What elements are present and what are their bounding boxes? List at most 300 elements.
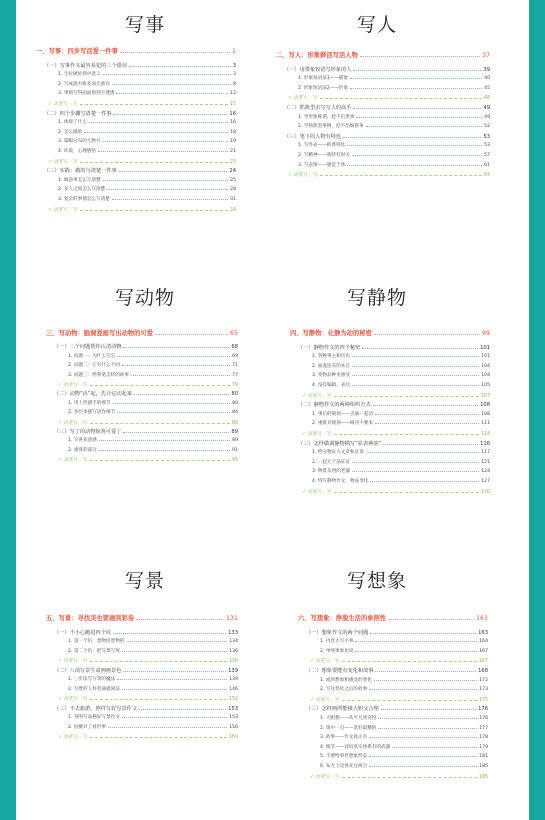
toc-page-number: 104	[481, 373, 490, 379]
toc-entry-title: 3. 事情写得面面俱到不透透	[58, 91, 115, 97]
toc-entry-title: 1. 内容太写小事	[320, 639, 354, 645]
dot-leader	[131, 375, 230, 376]
toc-page-number: 1	[231, 48, 236, 55]
dot-leader	[136, 619, 224, 620]
toc-entry-title: 1. 问题一：为什么写它	[68, 353, 116, 359]
toc-entry-title: 1. 写喜欢意感	[68, 438, 97, 444]
toc-entry-title: 2. 多人之间怎么写清楚	[58, 187, 106, 193]
toc-page-number: 185	[479, 764, 488, 769]
toc-chapter	[46, 613, 238, 622]
toc-chapter	[298, 613, 488, 622]
toc-item	[68, 400, 238, 406]
toc-page-number: 160	[228, 735, 238, 740]
toc-entry-title: ✓ 动笔写一写	[58, 420, 88, 426]
dot-leader	[375, 423, 479, 424]
toc-section	[284, 66, 490, 73]
toc-item	[312, 372, 490, 378]
toc-page-number: 48	[483, 96, 490, 102]
toc-page-number: 49	[484, 114, 490, 120]
dot-leader	[352, 356, 479, 357]
toc-item	[68, 447, 238, 453]
toc-page-number: 124	[481, 469, 490, 475]
toc-page-number: 80	[232, 400, 238, 406]
toc-section	[284, 104, 490, 111]
toc-entry-title: ✓ 动笔写一写	[310, 774, 340, 780]
toc-page-number: 34	[229, 207, 236, 213]
section-title: 写事	[124, 14, 165, 36]
toc-exercise	[302, 392, 490, 399]
toc-page-number: 178	[479, 735, 488, 741]
toc-page-number: 89	[231, 429, 238, 435]
toc-item	[298, 152, 490, 158]
toc-entry-title: 4. 细节——详诉真实体系有的武器	[320, 744, 391, 750]
toc-entry-title: 2. 问题二：它有什么不同	[68, 363, 120, 369]
toc-page-number: 173	[479, 687, 488, 693]
toc-entry-title: 1. 第一个坑：景物同景物的	[68, 639, 125, 644]
dot-leader	[80, 104, 228, 105]
toc-item	[298, 162, 490, 168]
dot-leader	[134, 394, 229, 395]
toc-page-number: 116	[480, 440, 490, 447]
toc-entry-title: ✓ 动笔写一写	[310, 659, 340, 665]
toc-page-number: 16	[229, 110, 236, 117]
toc-item	[58, 71, 236, 77]
toc-item	[298, 142, 490, 148]
toc-item	[298, 85, 490, 91]
toc-page-number: 23	[229, 159, 236, 165]
toc-page-number: 101	[480, 344, 490, 351]
toc-section	[306, 705, 488, 712]
toc-entry-title: （一）不小心跑进四个坑	[54, 629, 112, 636]
toc-exercise	[48, 206, 236, 213]
dot-leader	[122, 365, 230, 366]
toc-entry-title: 2. 感喜的部分	[68, 447, 97, 453]
dot-leader	[370, 633, 476, 634]
dot-leader	[112, 84, 231, 85]
toc-entry-title: （三）不去旅游，照样写好写景作文	[54, 705, 138, 712]
toc-item	[320, 686, 488, 692]
toc-page-number: 28	[230, 187, 236, 193]
dot-leader	[90, 423, 230, 424]
dot-leader	[117, 412, 230, 413]
dot-leader	[103, 180, 229, 181]
dot-leader	[347, 145, 482, 146]
toc-entry-title: ✓ 动笔写一写	[288, 173, 318, 179]
toc-section	[44, 167, 236, 174]
toc-page-number: 91	[232, 447, 238, 453]
dot-leader	[113, 114, 227, 115]
dot-leader	[122, 651, 227, 652]
toc-page-number: 168	[478, 668, 488, 674]
toc-item	[312, 363, 490, 369]
dot-leader	[113, 403, 231, 404]
dot-leader	[117, 679, 227, 680]
dot-leader	[392, 747, 477, 748]
dot-leader	[116, 93, 228, 94]
toc-entry-title: 1. 事后的规划——点滴一起动	[312, 411, 373, 417]
dot-leader	[103, 74, 231, 75]
toc-page-number: 101	[481, 354, 490, 360]
toc-page-number: 111	[481, 421, 490, 427]
toc-page-number: 88	[231, 420, 238, 426]
toc-item	[312, 411, 490, 417]
toc-entry-title: ✓ 动笔写一写	[58, 659, 88, 664]
dot-leader	[374, 334, 480, 335]
toc-page-number: 52	[484, 124, 490, 130]
dot-leader	[320, 175, 482, 176]
toc-entry-title: 1. 或到想象和感受的变化	[320, 677, 372, 683]
toc-item	[320, 638, 488, 644]
dot-leader	[129, 66, 231, 67]
toc-entry-title: （二）想象要能有变化和故事	[306, 668, 374, 674]
dot-leader	[334, 434, 479, 435]
toc-item	[312, 468, 490, 474]
toc-page-number: 176	[478, 706, 488, 713]
toc-page-number: 153	[229, 715, 238, 720]
toc-entry-title: （三）怎样做调静物描写“显表神韵”	[298, 440, 382, 447]
dot-leader	[362, 348, 478, 349]
toc-entry-title: 2. 写成流水账多而无重点	[58, 81, 110, 87]
toc-entry-title: 2. 奥中一点——选好最精的	[320, 725, 377, 731]
toc-item	[298, 114, 490, 120]
toc-entry-title: （二）静物作文的两种组织方式	[298, 402, 371, 409]
toc-page-number: 53	[484, 143, 490, 149]
dot-leader	[113, 633, 226, 634]
toc-item	[298, 123, 490, 129]
toc-entry-title: 二、写人：形象鲜活写活人物	[276, 52, 358, 59]
dot-leader	[90, 661, 227, 662]
toc-item	[312, 478, 490, 484]
toc-page-number: 39	[483, 66, 490, 73]
toc-page-number: 61	[484, 162, 490, 168]
dot-leader	[107, 189, 228, 190]
toc-page-number: 21	[230, 149, 236, 154]
toc-page-number: 131	[225, 615, 238, 622]
toc-entry-title: ✓ 动笔写一写	[302, 393, 332, 399]
toc-entry-title: 1. 大胆想——从平凡到奇特	[320, 716, 377, 721]
toc-section	[284, 133, 490, 140]
toc-page-number: 161	[475, 615, 488, 622]
toc-entry-title: 2. 单纯事象比说	[320, 648, 354, 654]
toc-exercise	[58, 419, 238, 426]
toc-page-number: 105	[481, 383, 490, 388]
dot-leader	[381, 709, 476, 710]
dot-leader	[369, 766, 477, 767]
toc-section	[298, 440, 490, 447]
toc-page-number: 89	[232, 438, 238, 444]
toc-item	[68, 648, 238, 654]
toc-page-number: 18	[230, 129, 236, 135]
toc-page-number: 69	[232, 353, 238, 359]
dot-leader	[320, 98, 482, 99]
toc-page-number: 107	[480, 393, 490, 399]
toc-page-number: 15	[229, 102, 236, 107]
dot-leader	[139, 709, 226, 710]
dot-leader	[122, 717, 227, 718]
dot-leader	[350, 88, 482, 89]
dot-leader	[360, 56, 480, 57]
dot-leader	[89, 122, 228, 123]
toc-item	[320, 763, 488, 769]
dot-leader	[90, 460, 230, 461]
toc-entry-title: （三）怎样画所能极大胆又合理	[306, 706, 379, 713]
dot-leader	[334, 492, 479, 493]
dot-leader	[352, 471, 479, 472]
toc-entry-title: 2. 写景的人样普通就简法	[68, 686, 120, 692]
toc-section	[44, 62, 236, 69]
toc-item	[68, 372, 238, 378]
toc-entry-title: 1. 体现了什么	[58, 120, 87, 126]
toc-entry-title: （一）用带象短语写形象的人	[284, 66, 352, 73]
toc-page-number: 8	[233, 81, 236, 87]
toc-page-number: 68	[231, 344, 238, 351]
toc-page-number: 121	[481, 459, 490, 465]
toc-item	[68, 362, 238, 368]
toc-exercise	[58, 695, 238, 702]
toc-item	[58, 129, 236, 135]
dot-leader	[123, 671, 226, 672]
toc-page-number: 163	[478, 629, 488, 636]
toc-chapter	[46, 328, 238, 337]
toc-page-number: 152	[228, 697, 238, 702]
toc-entry-title: 一、写事：四步写活爱一件事	[36, 48, 118, 55]
dot-leader	[375, 414, 479, 415]
dot-leader	[120, 52, 230, 53]
dot-leader	[388, 619, 474, 620]
toc-item	[58, 90, 236, 96]
toc-page-number: 179	[479, 744, 488, 750]
toc-entry-title: 1. 各种事主和历史	[312, 354, 351, 360]
toc-page-number: 117	[481, 450, 490, 456]
toc-item	[320, 734, 488, 740]
toc-chapter	[276, 50, 490, 59]
toc-entry-title: 4. 环境，心理感悟	[58, 149, 97, 154]
toc-entry-title: 2. 写精神——就特有时关	[298, 153, 350, 158]
toc-exercise	[58, 733, 238, 740]
dot-leader	[119, 171, 228, 172]
toc-entry-title: 1. 身明写品格好写景作文	[68, 715, 120, 720]
toc-item	[312, 382, 490, 388]
dot-leader	[353, 108, 481, 109]
toc-entry-title: ✓ 动笔写一写	[58, 735, 88, 740]
toc-entry-title: 3. 物景东西的老器	[312, 469, 351, 475]
dot-leader	[352, 462, 479, 463]
dot-leader	[370, 481, 479, 482]
toc-exercise	[58, 657, 238, 664]
toc-entry-title: ✓ 动笔写一写	[58, 697, 88, 702]
toc-exercise	[288, 94, 490, 101]
toc-section	[54, 343, 238, 350]
dot-leader	[352, 385, 479, 386]
dot-leader	[350, 78, 482, 79]
dot-leader	[98, 151, 228, 152]
toc-section	[54, 667, 238, 674]
dot-leader	[84, 132, 228, 133]
toc-entry-title: 1. 学形象称谓，挖不出贵事	[298, 114, 355, 120]
dot-leader	[126, 641, 227, 642]
toc-entry-title: ✓ 动笔写一写	[48, 159, 78, 165]
dot-leader	[342, 777, 477, 778]
toc-page-number: 25	[230, 177, 236, 183]
toc-item	[320, 648, 488, 654]
toc-entry-title: 2. 写这变化之后的故事	[320, 687, 368, 693]
toc-section	[306, 667, 488, 674]
toc-item	[312, 449, 490, 455]
toc-item	[68, 676, 238, 682]
section-title: 写景	[124, 570, 165, 592]
toc-section	[306, 629, 488, 636]
toc-entry-title: （一）三个问题帮你认清动物	[54, 344, 122, 351]
toc-entry-title: 2. 第二个坑：把写景写死	[68, 648, 120, 654]
dot-leader	[342, 700, 477, 701]
toc-section	[298, 401, 490, 408]
dot-leader	[369, 756, 477, 757]
toc-page-number: 130	[480, 489, 490, 495]
toc-page-number: 127	[481, 479, 490, 484]
dot-leader	[343, 137, 481, 138]
dot-leader	[108, 727, 227, 728]
toc-item	[312, 459, 490, 465]
toc-item	[68, 638, 238, 644]
dot-leader	[155, 334, 228, 335]
toc-page-number: 181	[479, 754, 488, 760]
toc-entry-title: 5. 不要给事件想象形态	[320, 754, 368, 760]
toc-page-number: 95	[231, 458, 238, 464]
toc-exercise	[302, 430, 490, 437]
toc-item	[298, 75, 490, 81]
toc-entry-title: ✓ 动笔写一写	[48, 207, 78, 213]
section-title: 写静物	[346, 287, 407, 309]
toc-entry-title: 3. 变物品种见感受	[312, 373, 351, 379]
toc-page-number: 24	[229, 168, 236, 175]
dot-leader	[352, 366, 479, 367]
toc-page-number: 153	[228, 705, 238, 712]
toc-page-number: 104	[481, 363, 490, 369]
dot-leader	[369, 689, 477, 690]
toc-entry-title: 3. 篇幅分布的人物方	[58, 139, 101, 145]
dot-leader	[103, 141, 229, 142]
toc-exercise	[310, 773, 488, 780]
section-title: 写人	[356, 14, 397, 36]
dot-leader	[373, 405, 478, 406]
toc-page-number: 185	[478, 774, 488, 780]
toc-page-number: 77	[232, 372, 238, 378]
dot-leader	[356, 117, 482, 118]
toc-entry-title: 1. 写外表——抓典特化	[298, 143, 346, 149]
dot-leader	[90, 699, 227, 700]
toc-section	[54, 705, 238, 712]
toc-item	[320, 677, 488, 683]
toc-page-number: 136	[229, 648, 238, 654]
toc-section	[54, 390, 238, 397]
toc-item	[68, 724, 238, 730]
toc-entry-title: （三）写了的动物惊喜可爱了	[54, 429, 122, 435]
toc-page-number: 139	[228, 667, 238, 674]
toc-entry-title: 三、写动物：脑洞爱画写出动物的可爱	[46, 330, 154, 337]
dot-leader	[355, 641, 477, 642]
toc-page-number: 177	[479, 725, 488, 731]
toc-entry-title: 1. 做前事怎么写清楚	[58, 177, 101, 183]
toc-item	[320, 753, 488, 759]
toc-page-number: 79	[231, 383, 238, 388]
toc-entry-title: 2. 面流连有的本自	[312, 363, 351, 369]
dot-leader	[353, 70, 481, 71]
toc-page-number: 167	[478, 659, 488, 665]
dot-leader	[383, 444, 478, 445]
toc-item	[320, 715, 488, 721]
toc-entry-title: 3. 复杂的事情怎么写清楚	[58, 197, 110, 202]
toc-entry-title: 1. 给分物证入文章和证说	[312, 450, 364, 456]
dot-leader	[342, 661, 477, 662]
toc-exercise	[48, 100, 236, 107]
toc-entry-title: （三）笔下的人物有特色	[284, 133, 342, 140]
toc-page-number: 3	[233, 72, 236, 78]
toc-page-number: 108	[480, 402, 490, 409]
toc-item	[58, 138, 236, 144]
dot-leader	[90, 385, 230, 386]
toc-page-number: 40	[484, 76, 490, 82]
toc-entry-title: 2. 怎么做的	[58, 129, 83, 135]
toc-entry-title: ✓ 动笔写一写	[310, 697, 340, 703]
toc-entry-title: 1. 三步法写写景的魔法	[68, 677, 116, 682]
dot-leader	[117, 356, 230, 357]
toc-entry-title: ✓ 动笔写一写	[302, 489, 332, 495]
toc-page-number: 175	[478, 697, 488, 703]
toc-exercise	[310, 657, 488, 664]
toc-exercise	[302, 488, 490, 495]
dot-leader	[122, 689, 227, 690]
toc-entry-title: （二）动物“活”起，先让它动起来	[54, 391, 133, 398]
toc-page-number: 84	[232, 410, 238, 416]
toc-page-number: 64	[483, 173, 490, 179]
dot-leader	[80, 210, 228, 211]
toc-chapter	[290, 328, 490, 337]
toc-page-number: 3	[232, 62, 236, 69]
toc-page-number: 49	[483, 105, 490, 111]
toc-entry-title: 六、写想象：挣脱生活的参照性	[298, 615, 387, 622]
toc-entry-title: 2. 一起尤于前证证	[312, 459, 351, 465]
dot-leader	[99, 440, 230, 441]
toc-page-number: 108	[481, 411, 490, 417]
toc-item	[68, 714, 238, 720]
toc-page-number: 138	[228, 659, 238, 664]
toc-item	[68, 353, 238, 359]
toc-exercise	[58, 381, 238, 388]
toc-entry-title: （一）想象作文的两个问题	[306, 629, 369, 636]
toc-page-number: 176	[479, 716, 488, 721]
toc-exercise	[58, 456, 238, 463]
toc-page-number: 146	[229, 686, 238, 692]
toc-entry-title: （一）静物作文的四个秘密	[298, 344, 361, 351]
toc-entry-title: 2. 形象短语法2——形象	[298, 85, 349, 91]
toc-section	[54, 428, 238, 435]
toc-entry-title: 4. 没有编辑，表达	[312, 383, 351, 388]
toc-page-number: 167	[479, 648, 488, 654]
toc-section	[298, 344, 490, 351]
dot-leader	[123, 432, 229, 433]
toc-item	[58, 186, 236, 192]
toc-page-number: 31	[230, 197, 236, 202]
toc-page-number: 172	[479, 677, 488, 683]
toc-section	[44, 110, 236, 117]
dot-leader	[352, 375, 479, 376]
toc-item	[68, 437, 238, 443]
dot-leader	[99, 450, 230, 451]
toc-entry-title: 3. 写表情——感觉于体	[298, 162, 346, 168]
toc-page-number: 156	[229, 724, 238, 730]
toc-entry-title: ✓ 动笔写一写	[58, 458, 88, 464]
toc-entry-title: ✓ 动笔写一写	[288, 96, 318, 102]
